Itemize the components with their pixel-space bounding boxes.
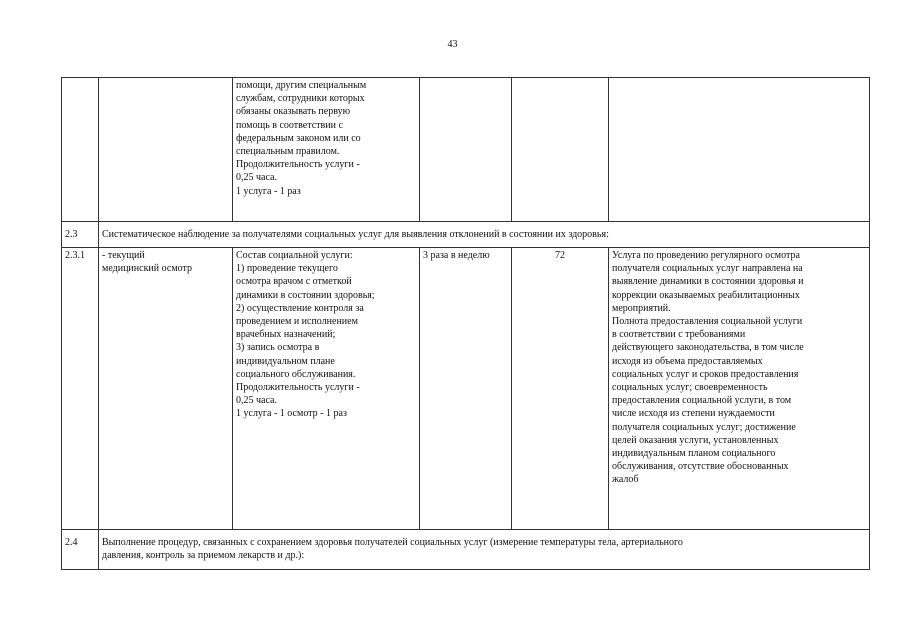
text-line: Состав социальной услуги:	[236, 250, 353, 261]
text-line: социальных услуг и сроков предоставления	[612, 368, 799, 380]
text-line: федеральным законом или со	[236, 132, 361, 144]
text-line: 1 услуга - 1 осмотр - 1 раз	[236, 408, 347, 420]
text-line: социального обслуживания.	[236, 368, 356, 380]
text-line: динамики в состоянии здоровья;	[236, 289, 375, 301]
text-line: получателя социальных услуг направлена на	[612, 263, 803, 275]
text-line: 1 услуга - 1 раз	[236, 185, 301, 197]
text-line: помощь в соответствии с	[236, 119, 343, 131]
cell-name-empty	[99, 78, 233, 222]
page-number: 43	[447, 39, 458, 50]
table-row-2-3-1	[62, 248, 870, 530]
services-table	[61, 77, 870, 570]
table-row-section-2-3	[62, 222, 870, 248]
cell-number-empty	[62, 78, 99, 222]
item-composition	[233, 248, 420, 530]
cell-conditions-empty	[609, 78, 870, 222]
text-line: Выполнение процедур, связанных с сохранением здоровья получателей социальных услуг (измерение температуры тела, артериального	[102, 537, 683, 548]
text-line: 3) запись осмотра в	[236, 342, 320, 354]
text-line: индивидуальным планом социального	[612, 448, 776, 460]
text-line: проведением и исполнением	[236, 316, 358, 328]
text-line: обслуживания, отсутствие обоснованных	[612, 461, 789, 473]
text-line: действующего законодательства, в том числе	[612, 342, 804, 354]
text-line: жалоб	[612, 474, 639, 486]
item-count: 72	[512, 248, 609, 530]
text-line: Продолжительность услуги -	[236, 382, 360, 394]
text-line: индивидуальном плане	[236, 355, 335, 367]
cell-count-empty	[512, 78, 609, 222]
text-line: обязаны оказывать первую	[236, 106, 351, 118]
section-number: 2.4	[62, 530, 99, 570]
text-line: социальных услуг; своевременность	[612, 382, 768, 394]
text-line: исходя из объема предоставляемых	[612, 355, 763, 367]
text-line: помощи, другим специальным	[236, 80, 367, 91]
item-conditions	[609, 248, 870, 530]
item-name	[99, 248, 233, 530]
table-row-section-2-4	[62, 530, 870, 570]
cell-frequency-empty	[420, 78, 512, 222]
text-line: 1) проведение текущего	[236, 263, 338, 275]
text-line: медицинский осмотр	[102, 263, 193, 275]
text-line: - текущий	[102, 250, 145, 261]
text-line: давления, контроль за приемом лекарств и др.):	[102, 550, 305, 562]
text-line: Услуга по проведению регулярного осмотра	[612, 250, 800, 261]
cell-composition-continuation	[233, 78, 420, 222]
text-line: числе исходя из степени нуждаемости	[612, 408, 775, 420]
text-line: 0,25 часа.	[236, 172, 277, 184]
text-line: службам, сотрудники которых	[236, 93, 365, 105]
section-title: Систематическое наблюдение за получателями социальных услуг для выявления отклонений в состоянии их здоровья:	[99, 222, 870, 248]
text-line: в соответствии с требованиями	[612, 329, 746, 341]
text-line: предоставления социальной услуги, в том	[612, 395, 792, 407]
text-line: врачебных назначений;	[236, 329, 336, 341]
table-row-continuation	[62, 78, 870, 222]
section-title	[99, 530, 870, 570]
text-line: целей оказания услуги, установленных	[612, 434, 779, 446]
item-number: 2.3.1	[62, 248, 99, 530]
text-line: получателя социальных услуг; достижение	[612, 421, 796, 433]
section-number: 2.3	[62, 222, 99, 248]
text-line: 2) осуществление контроля за	[236, 302, 364, 314]
text-line: специальным правилом.	[236, 146, 340, 158]
item-frequency: 3 раза в неделю	[420, 248, 512, 530]
text-line: Полнота предоставления социальной услуги	[612, 316, 803, 328]
text-line: осмотра врачом с отметкой	[236, 276, 352, 288]
text-line: мероприятий.	[612, 302, 671, 314]
text-line: коррекции оказываемых реабилитационных	[612, 289, 800, 301]
text-line: Продолжительность услуги -	[236, 159, 360, 171]
text-line: 0,25 часа.	[236, 395, 277, 407]
text-line: выявление динамики в состоянии здоровья и	[612, 276, 804, 288]
